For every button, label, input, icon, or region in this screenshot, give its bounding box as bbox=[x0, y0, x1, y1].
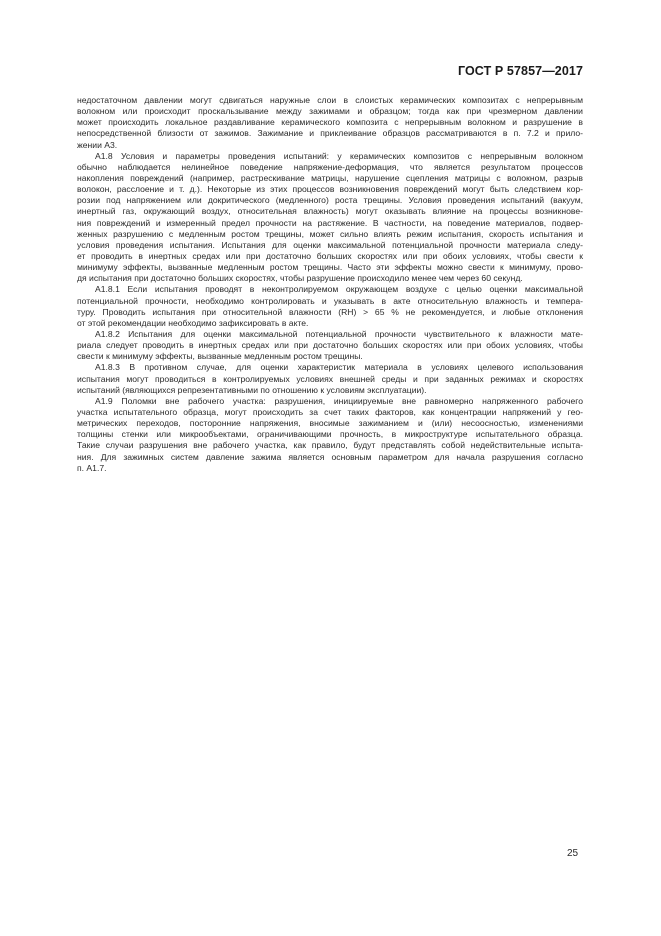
page-number: 25 bbox=[567, 848, 579, 859]
text-line: п. А1.7. bbox=[77, 462, 107, 473]
text-line: испытаний (являющихся репрезентативными по отношению к условиям эксплуатации). bbox=[77, 384, 427, 395]
text-line: свести к минимуму эффекты, вызванные медленным ростом трещины. bbox=[77, 351, 363, 362]
text-line: жении А3. bbox=[77, 139, 118, 150]
text-line: может происходить локальное раздавливание керамического композита с непрерывным волокном и разрушение в bbox=[77, 117, 583, 128]
text-line: накопления повреждений (например, растрескивание матрицы, нарушение сцепления матрицы с волокном, разрыв bbox=[77, 172, 583, 183]
paragraph-a1-8-2 bbox=[77, 329, 583, 362]
text-line: обычно наблюдается нелинейное поведение напряжение-деформация, что является результатом процессов bbox=[77, 161, 583, 172]
text-line: розии под напряжением или докритического (медленного) роста трещины. Условия проведения испытаний (вакуум, bbox=[77, 195, 583, 206]
text-line: А1.8.3 В противном случае, для оценки характеристик материала в условиях целевого использования bbox=[95, 362, 583, 373]
text-line: туру. Проводить испытания при относительной влажности (RH) > 65 % не рекомендуется, и любые отклонения bbox=[77, 306, 583, 317]
text-line: условия проведения испытания. Испытания для оценки максимальной потенциальной прочности материала следу- bbox=[77, 239, 583, 250]
text-line: А1.8.2 Испытания для оценки максимальной потенциальной прочности чувствительного к влажности мате- bbox=[95, 328, 583, 339]
text-line: инертный газ, окружающий воздух, относительная влажность) могут оказывать влияние на процессы возникнове- bbox=[77, 206, 583, 217]
text-line: потенциальной прочности, необходимо контролировать и указывать в акте относительную влажность и темпера- bbox=[77, 295, 583, 306]
text-line: толщины стенки или микрообъектами, ограничивающими прочность, в микроструктуре испытательного образца. bbox=[77, 429, 583, 440]
text-line: женных разрушению с медленным ростом трещины, может сильно влиять режим испытания, скорость испытания и bbox=[77, 228, 583, 239]
text-line: участка испытательного образца, могут происходить за счет таких факторов, как концентрации напряжений у гео- bbox=[77, 406, 583, 417]
text-line: волокон, расслоение и т. д.). Некоторые из этих процессов возникновения повреждений могут быть следствием кор- bbox=[77, 184, 583, 195]
text-line: Такие случаи разрушения вне рабочего участка, как правило, будут представлять собой недействительные испыта- bbox=[77, 440, 583, 451]
text-line: волокном или происходит проскальзывание между зажимами и образцом; тогда как при чрезмерном давлении bbox=[77, 106, 583, 117]
text-line: дя испытания при достаточно больших скоростях, чтобы разрушение происходило менее чем через 60 секунд. bbox=[77, 273, 523, 284]
document-body bbox=[77, 95, 583, 474]
text-line: А1.8.1 Если испытания проводят в неконтролируемом окружающем воздухе с целью оценки максимальной bbox=[95, 284, 583, 295]
text-line: риала следует проводить в инертных средах или при достаточно больших скоростях или при обоих условиях, чтобы bbox=[77, 340, 583, 351]
text-line: А1.8 Условия и параметры проведения испытаний: у керамических композитов с непрерывным волокном bbox=[95, 150, 583, 161]
text-line: испытания могут проводиться в контролируемых условиях внешней среды и при заданных режимах и скоростях bbox=[77, 373, 583, 384]
text-line: ет проводить в инертных средах или при достаточно больших скоростях или при обоих условиях, чтобы свести к bbox=[77, 250, 583, 261]
paragraph-a1-8-1 bbox=[77, 284, 583, 329]
text-line: от этой рекомендации необходимо зафиксировать в акте. bbox=[77, 317, 309, 328]
text-line: минимуму эффекты, вызванные медленным ростом трещины. Часто эти эффекты можно свести к минимуму, прово- bbox=[77, 262, 583, 273]
text-line: метрических переходов, посторонние напряжения, вносимые зажиманием и (или) несоосностью, изменениями bbox=[77, 418, 583, 429]
text-line: ния повреждений и измеренный предел прочности на растяжение. В частности, на поведение материалов, подвер- bbox=[77, 217, 583, 228]
text-line: ния. Для зажимных систем давление зажима является основным параметром для начала разрушения согласно bbox=[77, 451, 583, 462]
document-header-standard-id: ГОСТ Р 57857—2017 bbox=[457, 64, 583, 78]
paragraph-a1-8-3 bbox=[77, 362, 583, 395]
text-line: непосредственной близости от зажимов. Зажимание и приклеивание образцов рассматриваются в п. 7.2 и прило- bbox=[77, 128, 583, 139]
paragraph-a1-9 bbox=[77, 396, 583, 474]
paragraph-continuation bbox=[77, 95, 583, 151]
text-line: недостаточном давлении могут сдвигаться наружные слои в слоистых керамических композитах с непрерывным bbox=[77, 95, 583, 105]
paragraph-a1-8 bbox=[77, 151, 583, 285]
text-line: А1.9 Поломки вне рабочего участка: разрушения, инициируемые вне равномерно напряженного рабочего bbox=[95, 395, 583, 406]
